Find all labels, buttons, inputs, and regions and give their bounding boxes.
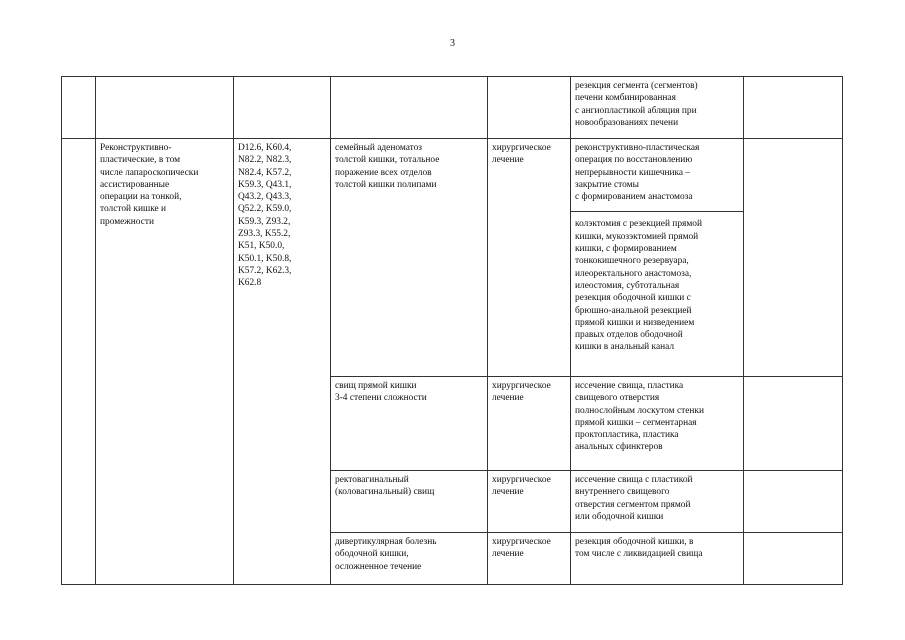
text-line: печени комбинированная <box>575 93 676 104</box>
text-line: толстой кишки полипами <box>335 179 437 190</box>
text-line: хирургическое <box>492 143 551 153</box>
text-line: операция по восстановлению <box>575 155 693 166</box>
text-line: колэктомия с резекцией прямой <box>575 219 702 230</box>
text-line: толстой кишке и <box>100 204 167 215</box>
text-line: Z93.3, K55.2, <box>238 229 291 240</box>
cell-cost <box>744 139 843 377</box>
text-line: числе лапароскопически <box>100 167 199 178</box>
cell-section-name <box>96 139 234 585</box>
text-line: 3-4 степени сложности <box>335 393 427 404</box>
cell-cost <box>744 77 843 139</box>
table-row-continuation <box>62 77 843 139</box>
cell-number <box>62 139 96 585</box>
cell-patient-model <box>331 533 488 585</box>
text-line: анальных сфинктеров <box>575 442 663 453</box>
cell-method <box>571 139 744 377</box>
page-number: 3 <box>450 38 455 49</box>
cell-treatment-type <box>488 533 571 585</box>
cell-patient-model <box>331 77 488 139</box>
text-line: K57.2, K62.3, <box>238 265 292 276</box>
cell-method <box>571 471 744 533</box>
text-line: с формированием анастомоза <box>575 192 693 203</box>
text-line: хирургическое <box>492 537 551 547</box>
text-line: лечение <box>492 155 524 166</box>
text-line: семейный аденоматоз <box>335 143 422 153</box>
text-line: свищевого отверстия <box>575 393 660 404</box>
text-line: или ободочной кишки <box>575 511 664 522</box>
text-line: ректовагинальный <box>335 475 409 485</box>
cell-treatment-type <box>488 139 571 377</box>
cell-method <box>571 77 744 139</box>
text-line: прямой кишки – сегментарная <box>575 417 697 428</box>
text-line: пластические, в том <box>100 155 181 166</box>
text-line: поражение всех отделов <box>335 167 432 178</box>
text-line: правых отделов ободочной <box>575 330 683 341</box>
cell-patient-model <box>331 377 488 471</box>
text-line: прямой кишки и низведением <box>575 317 695 328</box>
text-line: реконструктивно-пластическая <box>575 143 700 153</box>
text-line: толстой кишки, тотальное <box>335 155 440 166</box>
text-line: K51, K50.0, <box>238 241 285 252</box>
text-line: осложненное течение <box>335 561 422 572</box>
text-line: кишки, с формированием <box>575 244 677 255</box>
text-line: тонкокишечного резервуара, <box>575 256 689 267</box>
cell-number <box>62 77 96 139</box>
text-line: N82.2, N82.3, <box>238 155 292 166</box>
text-line: лечение <box>492 487 524 498</box>
cell-codes <box>234 139 331 585</box>
text-line: ассистированные <box>100 179 170 190</box>
cell-treatment-type <box>488 471 571 533</box>
text-line: N82.4, K57.2, <box>238 167 292 178</box>
text-line: илеостомия, субтотальная <box>575 280 680 291</box>
text-line: непрерывности кишечника – <box>575 167 691 178</box>
text-line: проктопластика, пластика <box>575 430 679 441</box>
text-line: резекция ободочной кишки с <box>575 293 691 304</box>
cell-method <box>571 533 744 585</box>
medical-care-table <box>61 76 843 585</box>
text-line: отверстия сегментом прямой <box>575 499 691 510</box>
cell-treatment-type <box>488 377 571 471</box>
text-line: кишки, мукозэктомией прямой <box>575 231 699 242</box>
text-line: илеоректального анастомоза, <box>575 268 692 279</box>
text-line: хирургическое <box>492 475 551 485</box>
cell-cost <box>744 533 843 585</box>
text-line: лечение <box>492 393 524 404</box>
cell-section-name <box>96 77 234 139</box>
text-line: (коловагинальный) свищ <box>335 487 435 498</box>
cell-codes <box>234 77 331 139</box>
table-row <box>62 139 843 377</box>
text-line: хирургическое <box>492 381 551 391</box>
text-line: с ангиопластикой абляция при <box>575 105 697 116</box>
text-line: промежности <box>100 216 154 227</box>
text-line: лечение <box>492 549 524 560</box>
cell-treatment-type <box>488 77 571 139</box>
text-line: новообразованиях печени <box>575 117 679 128</box>
text-line: K59.3, Z93.2, <box>238 216 291 227</box>
text-line: том числе с ликвидацией свища <box>575 549 703 560</box>
text-line: операции на тонкой, <box>100 192 182 203</box>
text-line: иссечение свища с пластикой <box>575 475 693 485</box>
cell-cost <box>744 377 843 471</box>
text-line: Реконструктивно- <box>100 143 172 153</box>
cell-patient-model <box>331 139 488 377</box>
cell-method <box>571 377 744 471</box>
text-line: D12.6, K60.4, <box>238 143 292 153</box>
text-line: свищ прямой кишки <box>335 381 417 391</box>
text-line: дивертикулярная болезнь <box>335 537 437 547</box>
text-line: K62.8 <box>238 278 262 289</box>
text-line: внутреннего свищевого <box>575 487 670 498</box>
text-line: иссечение свища, пластика <box>575 381 684 391</box>
text-line: закрытие стомы <box>575 179 639 190</box>
cell-patient-model <box>331 471 488 533</box>
method-subdivision <box>571 211 743 353</box>
text-line: Q52.2, K59.0, <box>238 204 292 215</box>
text-line: Q43.2, Q43.3, <box>238 192 292 203</box>
text-line: брюшно-анальной резекцией <box>575 305 692 316</box>
text-line: кишки в анальный канал <box>575 342 675 353</box>
text-line: K59.3, Q43.1, <box>238 179 292 190</box>
text-line: полнослойным лоскутом стенки <box>575 405 704 416</box>
text-line: резекция сегмента (сегментов) <box>575 81 698 91</box>
cell-cost <box>744 471 843 533</box>
text-line: резекция ободочной кишки, в <box>575 537 694 547</box>
text-line: K50.1, K50.8, <box>238 253 292 264</box>
text-line: ободочной кишки, <box>335 549 409 560</box>
